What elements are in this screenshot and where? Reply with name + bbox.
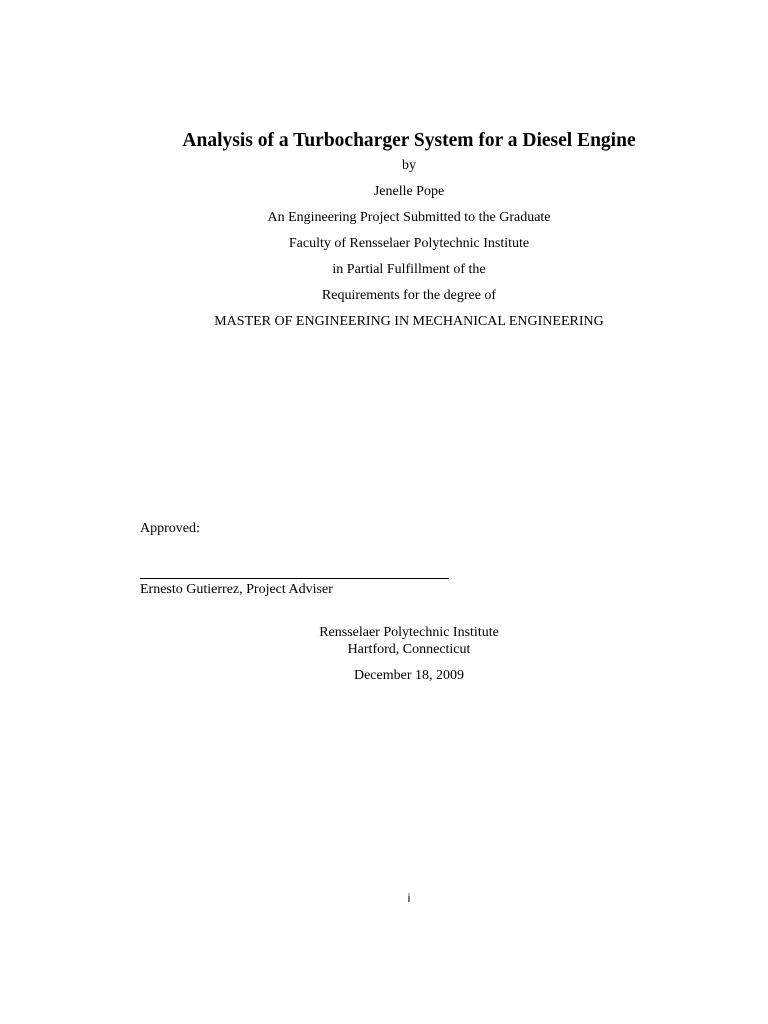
submission-line-3: in Partial Fulfillment of the: [332, 262, 486, 277]
submission-line-2: Faculty of Rensselaer Polytechnic Institute: [288, 236, 530, 251]
page-number: i: [407, 891, 411, 905]
submission-line-1: An Engineering Project Submitted to the Graduate: [267, 210, 551, 225]
institution-name: Rensselaer Polytechnic Institute: [319, 625, 499, 640]
author-name: Jenelle Pope: [373, 184, 445, 199]
approved-label: Approved:: [140, 521, 200, 536]
adviser-name: Ernesto Gutierrez, Project Adviser: [140, 582, 333, 597]
signature-line: [140, 578, 449, 579]
degree-title: MASTER OF ENGINEERING IN MECHANICAL ENGINEERING: [214, 314, 604, 329]
document-title: Analysis of a Turbocharger System for a Diesel Engine: [182, 130, 636, 151]
institution-location: Hartford, Connecticut: [347, 642, 471, 657]
submission-line-4: Requirements for the degree of: [321, 288, 497, 303]
submission-date: December 18, 2009: [353, 668, 465, 683]
by-line: by: [402, 158, 416, 173]
